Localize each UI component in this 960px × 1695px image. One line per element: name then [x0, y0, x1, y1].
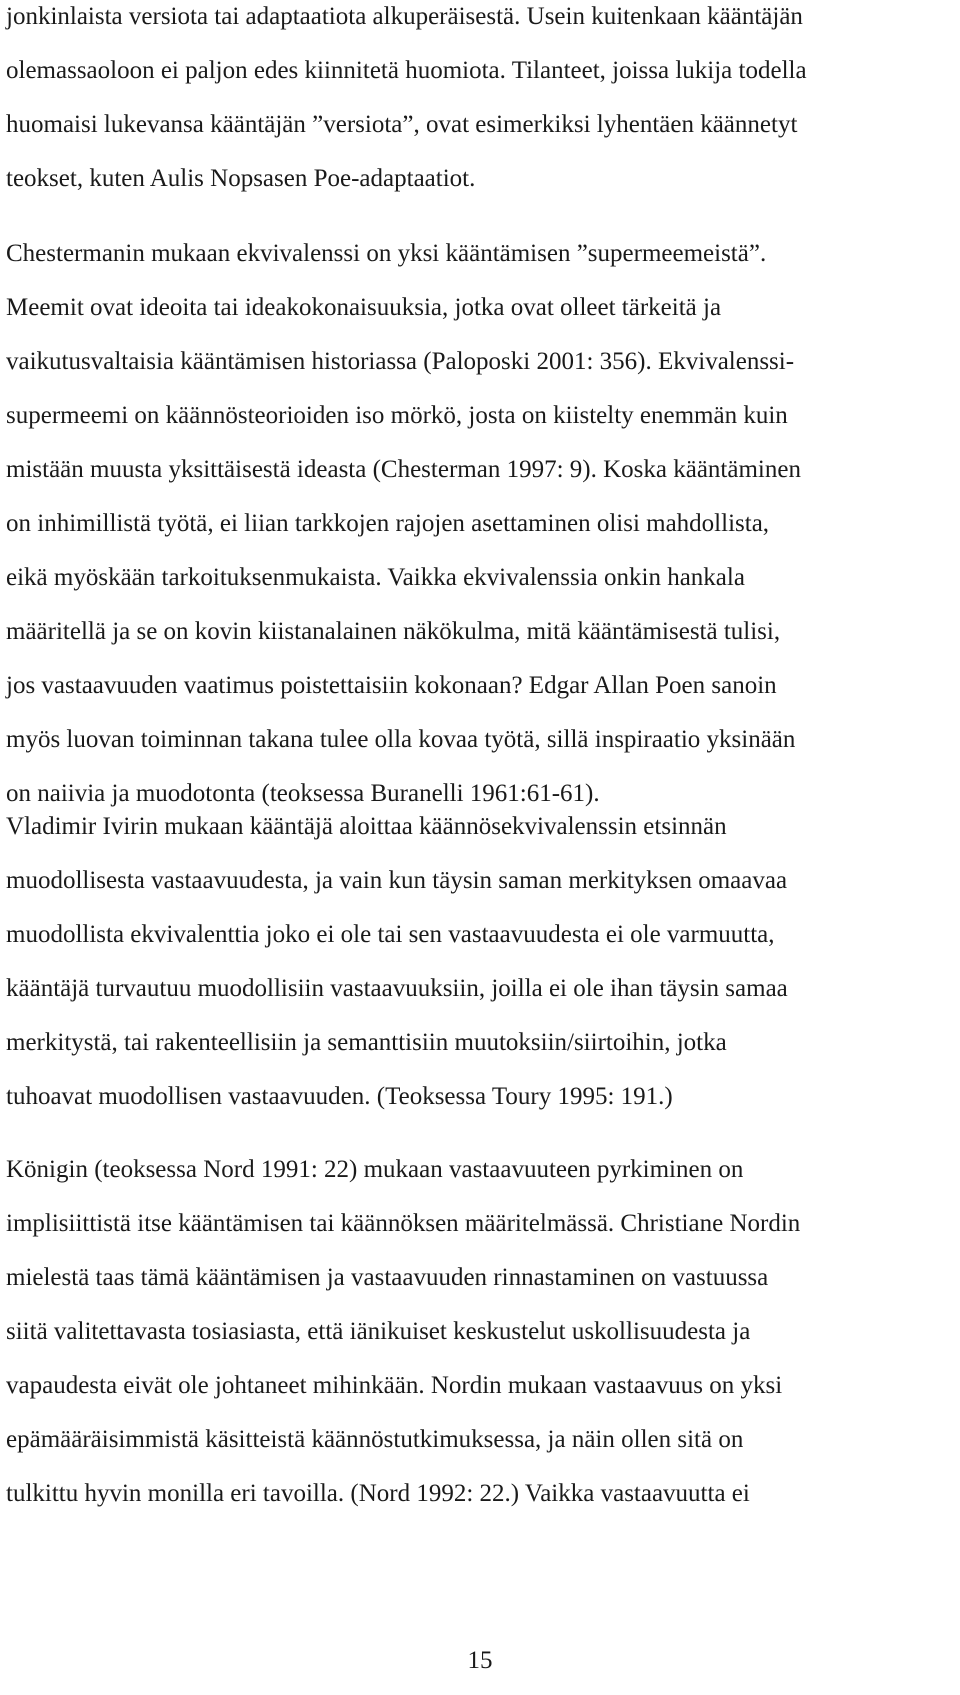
text-line: Königin (teoksessa Nord 1991: 22) mukaan vastaavuuteen pyrkiminen on: [6, 1156, 744, 1183]
text-line: myös luovan toiminnan takana tulee olla kovaa työtä, sillä inspiraatio yksinään: [6, 726, 796, 753]
text-line: olemassaoloon ei paljon edes kiinnitetä huomiota. Tilanteet, joissa lukija todella: [6, 57, 807, 84]
text-line: teokset, kuten Aulis Nopsasen Poe-adaptaatiot.: [6, 165, 476, 192]
paragraph-1: [6, 0, 950, 206]
text-line: jos vastaavuuden vaatimus poistettaisiin kokonaan? Edgar Allan Poen sanoin: [6, 672, 777, 699]
text-line: Meemit ovat ideoita tai ideakokonaisuuksia, jotka ovat olleet tärkeitä ja: [6, 294, 722, 321]
text-line: eikä myöskään tarkoituksenmukaista. Vaikka ekvivalenssia onkin hankala: [6, 564, 745, 591]
text-line: tulkittu hyvin monilla eri tavoilla. (Nord 1992: 22.) Vaikka vastaavuutta ei: [6, 1480, 750, 1507]
text-line: on naiivia ja muodotonta (teoksessa Buranelli 1961:61-61).: [6, 780, 600, 807]
text-line: Vladimir Ivirin mukaan kääntäjä aloittaa käännösekvivalenssin etsinnän: [6, 813, 727, 840]
page-number: 15: [467, 1647, 493, 1674]
text-line: merkitystä, tai rakenteellisiin ja semanttisiin muutoksiin/siirtoihin, jotka: [6, 1029, 727, 1056]
text-line: implisiittistä itse kääntämisen tai käännöksen määritelmässä. Christiane Nordin: [6, 1210, 801, 1237]
text-line: huomaisi lukevansa kääntäjän ”versiota”, ovat esimerkiksi lyhentäen käännetyt: [6, 111, 798, 138]
text-line: supermeemi on käännösteorioiden iso mörkö, josta on kiistelty enemmän kuin: [6, 402, 788, 429]
text-line: muodollisesta vastaavuudesta, ja vain kun täysin saman merkityksen omaavaa: [6, 867, 788, 894]
paragraph-4: [6, 1143, 950, 1521]
paragraph-3: [6, 800, 950, 1124]
text-line: vapaudesta eivät ole johtaneet mihinkään. Nordin mukaan vastaavuus on yksi: [6, 1372, 783, 1399]
text-line: on inhimillistä työtä, ei liian tarkkojen rajojen asettaminen olisi mahdollista,: [6, 510, 770, 537]
text-line: mielestä taas tämä kääntämisen ja vastaavuuden rinnastaminen on vastuussa: [6, 1264, 769, 1291]
text-line: vaikutusvaltaisia kääntämisen historiassa (Paloposki 2001: 356). Ekvivalenssi-: [6, 348, 795, 375]
text-line: epämääräisimmistä käsitteistä käännöstutkimuksessa, ja näin ollen sitä on: [6, 1426, 744, 1453]
text-line: siitä valitettavasta tosiasiasta, että iänikuiset keskustelut uskollisuudesta ja: [6, 1318, 751, 1345]
text-line: muodollista ekvivalenttia joko ei ole tai sen vastaavuudesta ei ole varmuutta,: [6, 921, 775, 948]
text-line: jonkinlaista versiota tai adaptaatiota alkuperäisestä. Usein kuitenkaan kääntäjän: [6, 3, 803, 30]
paragraph-2: [6, 227, 950, 821]
text-line: Chestermanin mukaan ekvivalenssi on yksi kääntämisen ”supermeemeistä”.: [6, 240, 767, 267]
text-line: kääntäjä turvautuu muodollisiin vastaavuuksiin, joilla ei ole ihan täysin samaa: [6, 975, 788, 1002]
text-line: mistään muusta yksittäisestä ideasta (Chesterman 1997: 9). Koska kääntäminen: [6, 456, 801, 483]
text-line: määritellä ja se on kovin kiistanalainen näkökulma, mitä kääntämisestä tulisi,: [6, 618, 781, 645]
text-line: tuhoavat muodollisen vastaavuuden. (Teoksessa Toury 1995: 191.): [6, 1083, 673, 1110]
